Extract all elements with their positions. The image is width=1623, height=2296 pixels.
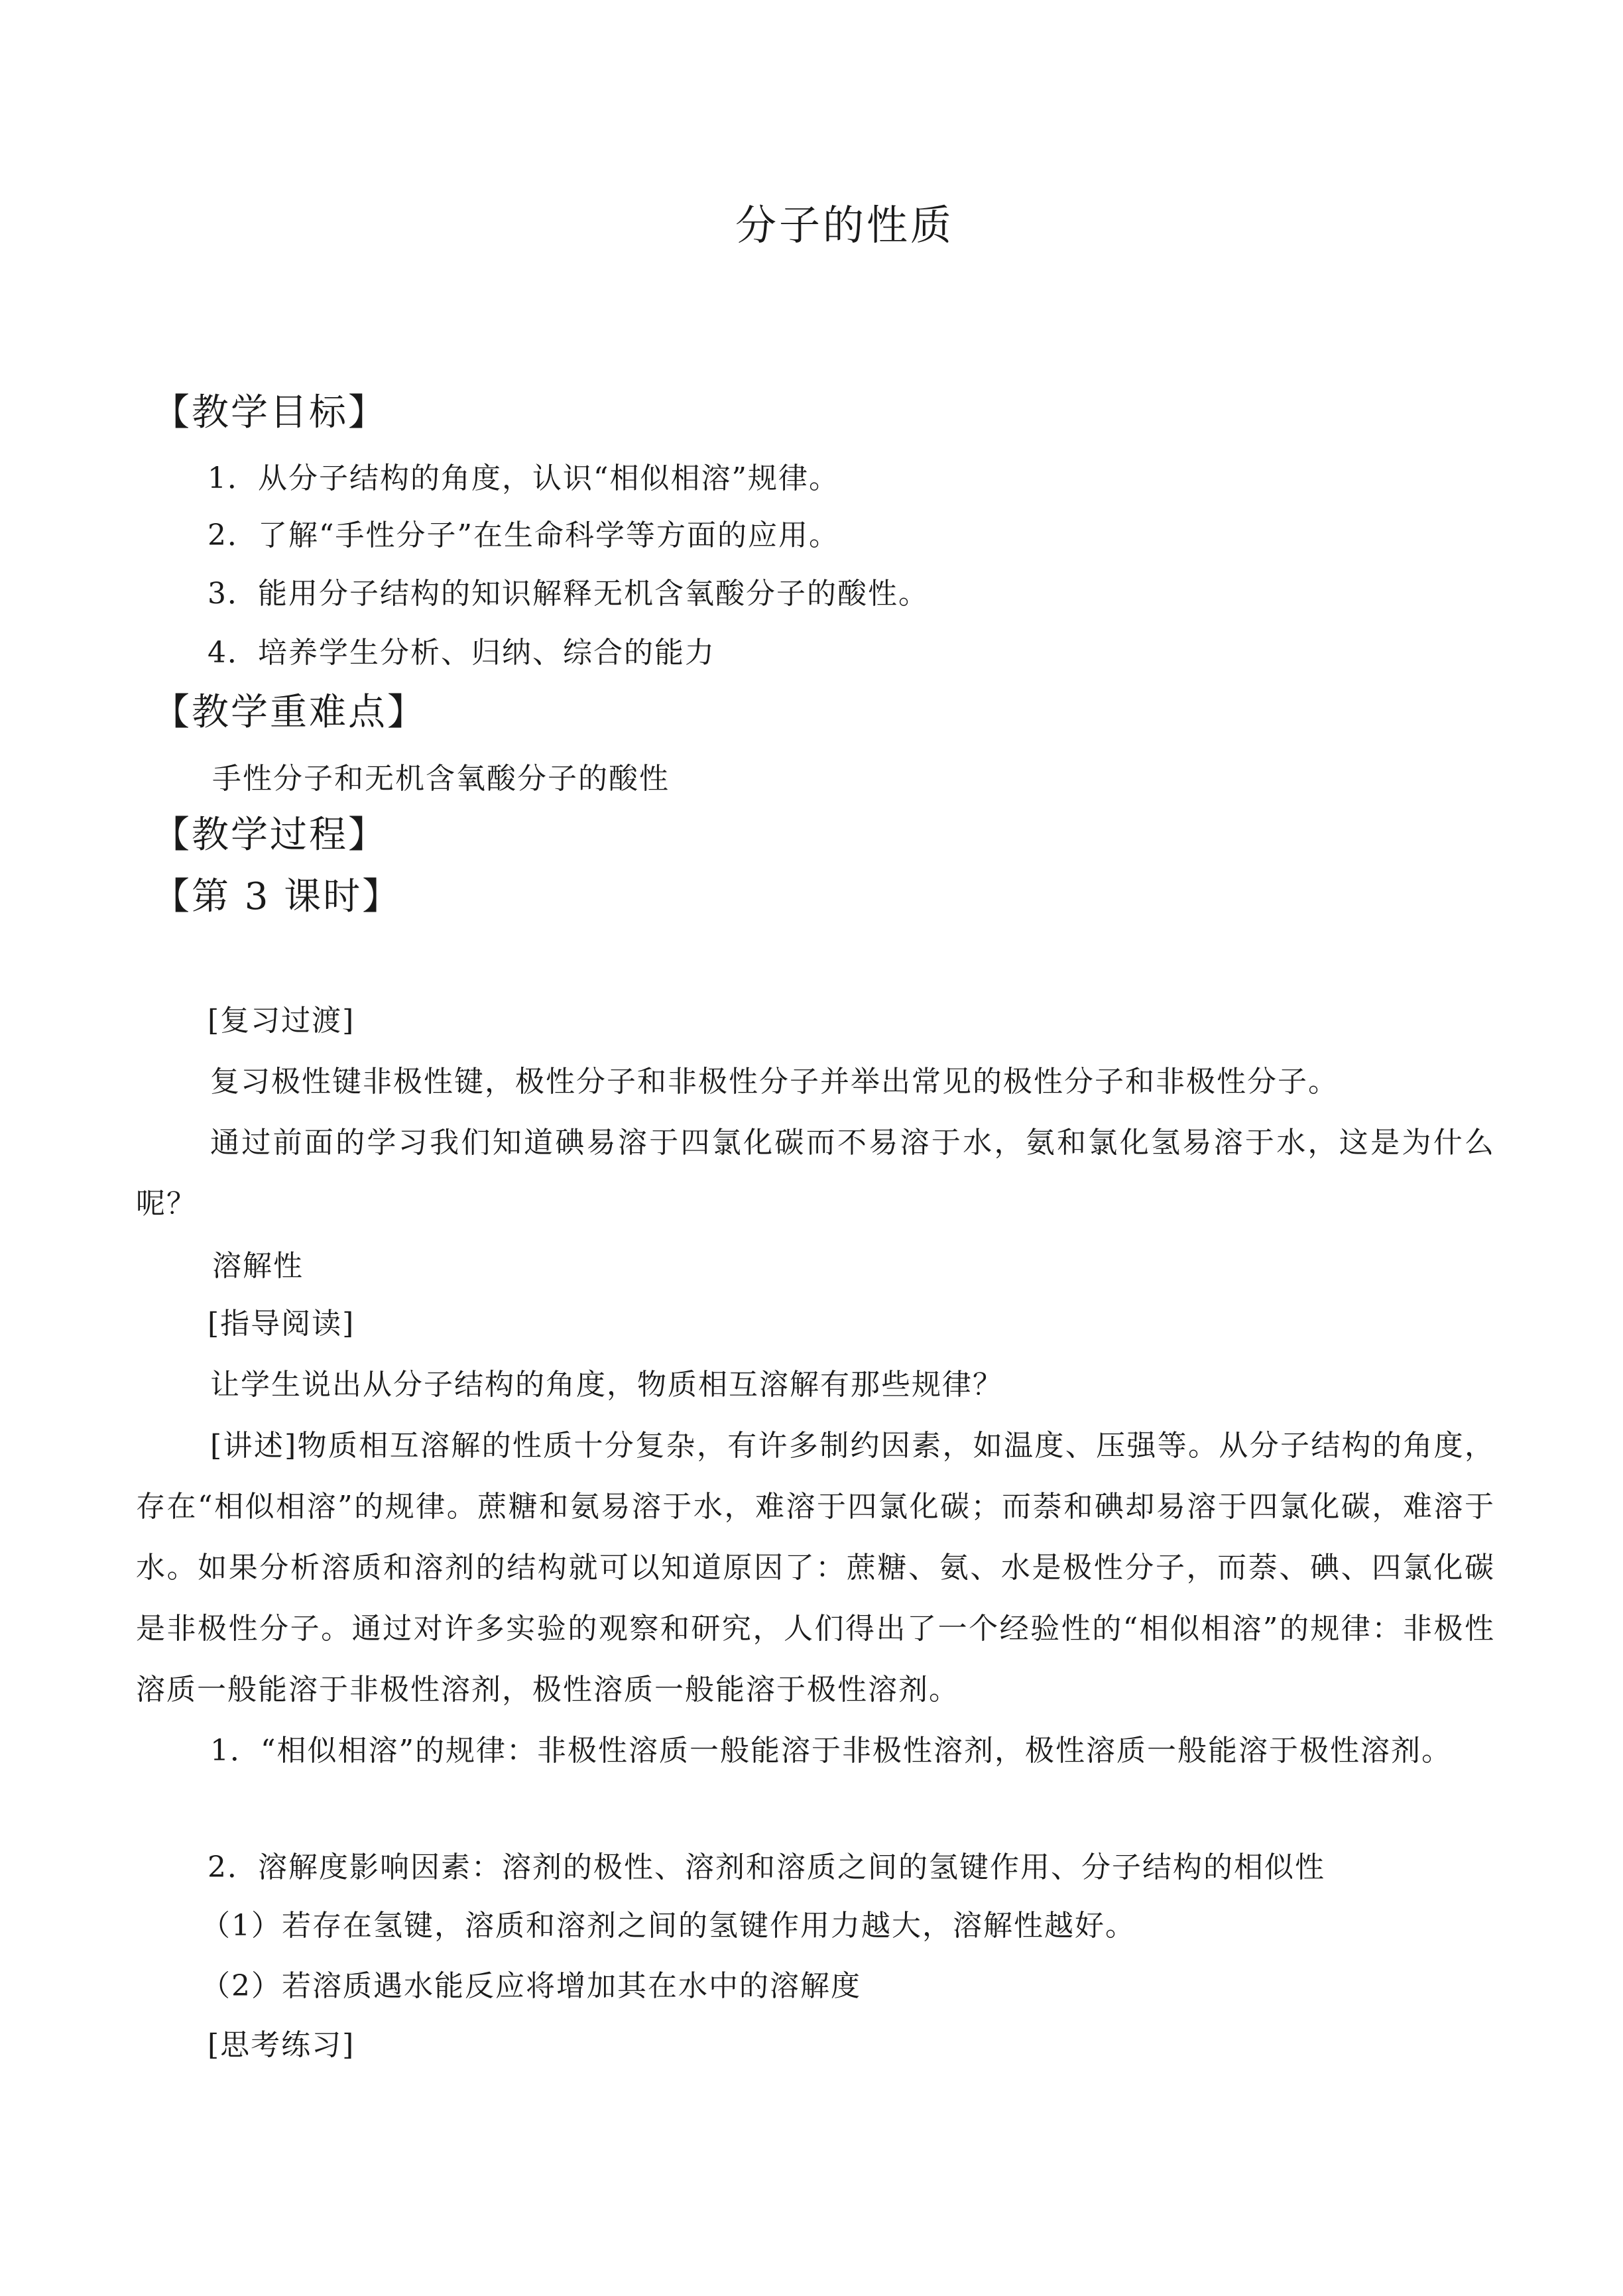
- key-points-heading: 【教学重难点】: [152, 691, 426, 734]
- rule-text: 1．“相似相溶”的规律：非极性溶质一般能溶于非极性溶剂，极性溶质一般能溶于极性溶剂。: [210, 1734, 1452, 1768]
- objective-item-4: 4．培养学生分析、归纳、综合的能力: [208, 636, 715, 670]
- document-title: 分子的性质: [735, 201, 954, 249]
- factor-item-1: （1）若存在氢键，溶质和溶剂之间的氢键作用力越大，溶解性越好。: [201, 1909, 1136, 1943]
- factor-item-2: （2）若溶质遇水能反应将增加其在水中的溶解度: [201, 1969, 861, 2003]
- solubility-label: 溶解性: [212, 1249, 304, 1283]
- guide-text: 让学生说出从分子结构的角度，物质相互溶解有那些规律？: [210, 1368, 1003, 1402]
- objective-item-1: 1．从分子结构的角度，认识“相似相溶”规律。: [208, 461, 839, 495]
- objectives-heading: 【教学目标】: [152, 391, 387, 434]
- guide-label: [指导阅读]: [208, 1307, 355, 1341]
- factor-text: 2．溶解度影响因素：溶剂的极性、溶剂和溶质之间的氢键作用、分子结构的相似性: [208, 1850, 1325, 1884]
- lecture-text: [讲述]物质相互溶解的性质十分复杂，有许多制约因素，如温度、压强等。从分子结构的角度，存在“相似相溶”的规律。蔗糖和氨易溶于水，难溶于四氯化碳；而萘和碘却易溶于四氯化碳，难溶于水。如果分析溶质和溶剂的结构就可以知道原因了：蔗糖、氨、水是极性分子，而萘、碘、四氯化碳是非极性分子。通过对许多实验的观察和研究，人们得出了一个经验性的“相似相溶”的规律：非极性溶质一般能溶于非极性溶剂，极性溶质一般能溶于极性溶剂。: [136, 1429, 1495, 1707]
- review-label: [复习过渡]: [208, 1004, 355, 1038]
- practice-label: [思考练习]: [208, 2028, 355, 2062]
- process-heading: 【教学过程】: [152, 814, 387, 857]
- lesson-heading: 【第 3 课时】: [152, 875, 402, 918]
- objective-item-2: 2．了解“手性分子”在生命科学等方面的应用。: [208, 518, 839, 552]
- objective-item-3: 3．能用分子结构的知识解释无机含氧酸分子的酸性。: [208, 577, 929, 611]
- key-points-text: 手性分子和无机含氧酸分子的酸性: [212, 762, 670, 796]
- review-text: 复习极性键非极性键，极性分子和非极性分子并举出常见的极性分子和非极性分子。: [210, 1065, 1339, 1099]
- question-text: 通过前面的学习我们知道碘易溶于四氯化碳而不易溶于水，氨和氯化氢易溶于水，这是为什么呢？: [136, 1126, 1495, 1221]
